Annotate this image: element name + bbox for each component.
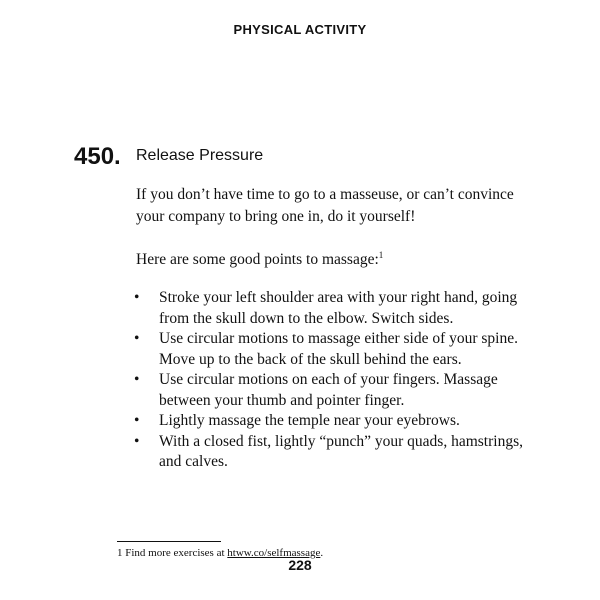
footnote-end: . (320, 547, 324, 559)
points-lead-paragraph (136, 244, 536, 271)
bullet-icon: • (134, 330, 140, 347)
running-head: PHYSICAL ACTIVITY (233, 22, 367, 37)
page-number: 228 (288, 557, 312, 573)
footnote-reference: 1 (378, 250, 384, 260)
list-item (130, 432, 540, 473)
intro-paragraph: If you don’t have time to go to a masseuse, or can’t convince your company to bring one in, do it yourself! (136, 186, 514, 225)
list-item-text: With a closed fist, lightly “punch” your quads, hamstrings, and calves. (159, 432, 523, 470)
list-item-text: Use circular motions on each of your fingers. Massage between your thumb and pointer finger. (159, 371, 498, 409)
list-item (130, 288, 540, 329)
entry-title: Release Pressure (136, 147, 264, 164)
list-item (130, 329, 540, 370)
list-item-text: Stroke your left shoulder area with your right hand, going from the skull down to the elbow. Switch sides. (159, 289, 518, 327)
footnote-link[interactable]: htww.co/selfmassage (227, 547, 321, 559)
massage-points-list (130, 288, 540, 473)
footnote-divider (117, 541, 221, 542)
bullet-icon: • (134, 412, 140, 429)
bullet-icon: • (134, 371, 140, 388)
entry-number: 450. (74, 143, 121, 170)
footnote-text: Find more exercises at (125, 547, 225, 559)
points-lead-text: Here are some good points to massage: (136, 251, 379, 268)
list-item (130, 411, 540, 432)
footnote-marker: 1 (117, 547, 123, 559)
list-item-text: Use circular motions to massage either side of your spine. Move up to the back of the skull behind the ears. (159, 330, 518, 368)
bullet-icon: • (134, 289, 140, 306)
list-item-text: Lightly massage the temple near your eyebrows. (159, 412, 460, 429)
list-item (130, 370, 540, 411)
bullet-icon: • (134, 432, 140, 450)
